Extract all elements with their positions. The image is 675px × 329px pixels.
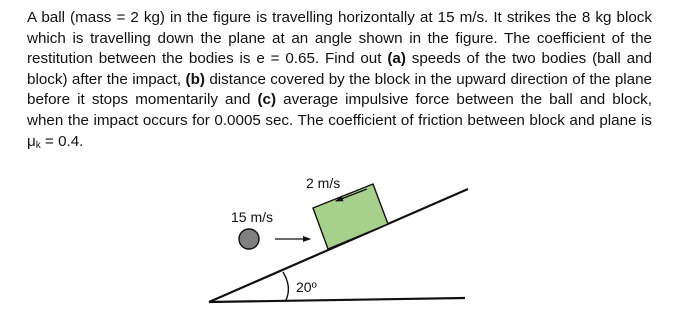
block [313, 184, 388, 249]
angle-arc [283, 272, 288, 300]
problem-text-2: speeds of the two bodies (ball and block) after the impact, [27, 50, 652, 88]
problem-text-3: distance covered by the block in the upward direction of the plane before it stops momentarily and [27, 70, 652, 109]
mu-subscript: k [35, 139, 41, 151]
ball [239, 229, 259, 249]
ball-speed-label: 15 m/s [231, 209, 274, 225]
part-a-label: (a) [387, 50, 406, 68]
part-b-label: (b) [185, 70, 205, 88]
angle-label: 20º [296, 279, 317, 295]
ground-line [209, 298, 465, 302]
block-speed-label: 2 m/s [306, 175, 341, 191]
problem-text-4: average impulsive force between the ball and block, when the impact occurs for 0.0005 sec. The coefficient of friction between block and plane is μ [27, 91, 652, 150]
problem-text-1: A ball (mass = 2 kg) in the figure is travelling horizontally at 15 m/s. It strikes the 8 kg block which is travelling down the plane at an angle shown in the figure. The coefficient of the restitution between the bodies is e = 0.65. Find out [27, 9, 652, 68]
problem-text-5: = 0.4. [40, 132, 84, 150]
part-c-label: (c) [257, 91, 277, 109]
